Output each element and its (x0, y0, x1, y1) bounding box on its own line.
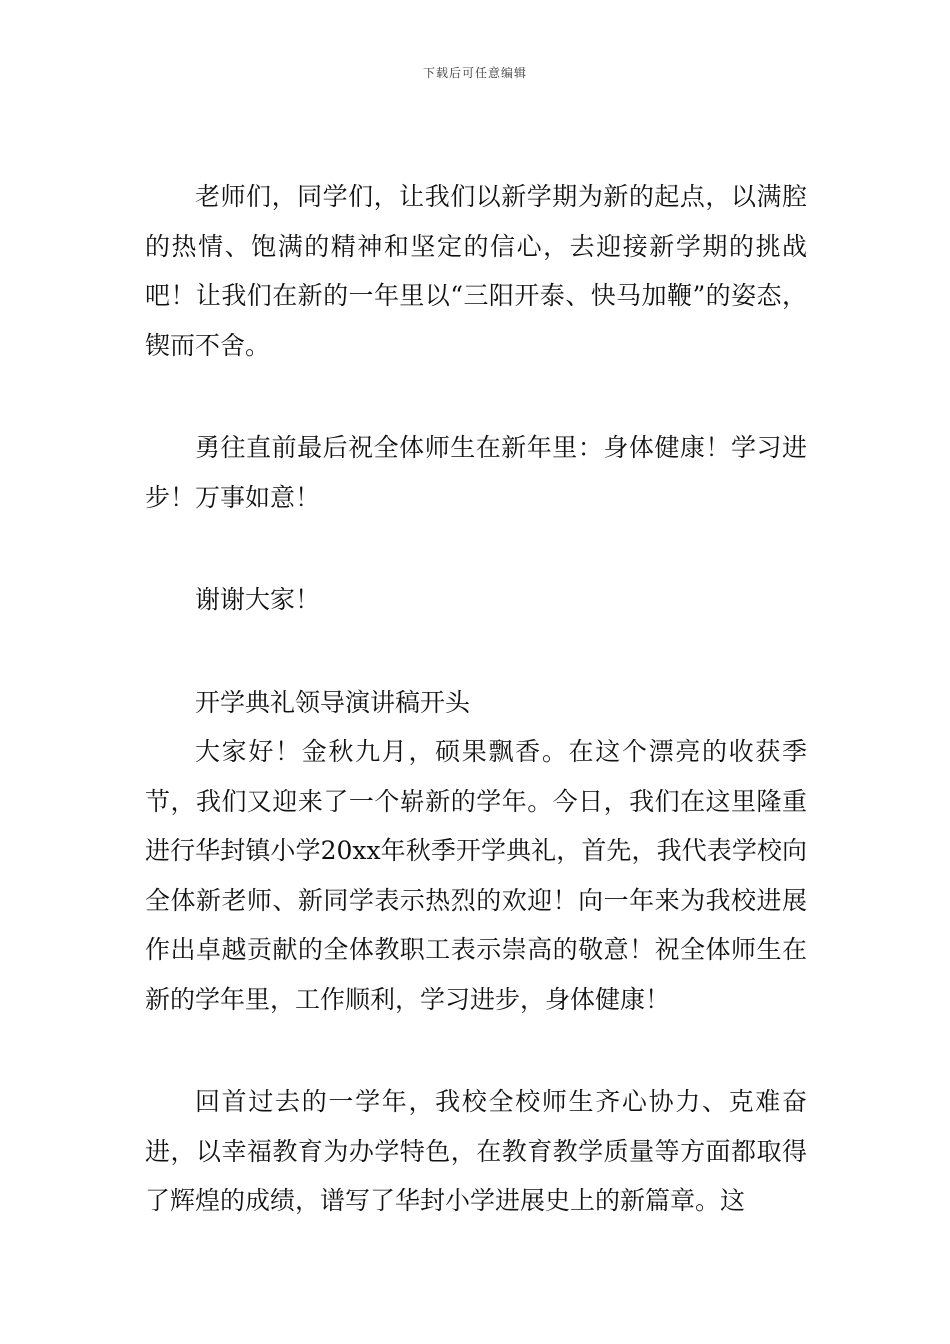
paragraph-wishes: 勇往直前最后祝全体师生在新年里：身体健康！学习进步！万事如意！ (145, 433, 807, 512)
paragraph-greeting: 大家好！金秋九月，硕果飘香。在这个漂亮的收获季节，我们又迎来了一个崭新的学年。今日，我们在这里隆重进行华封镇小学20xx年秋季开学典礼，首先，我代表学校向全体新老师、新同学表示热烈的欢迎！向一年来为我校进展作出卓越贡献的全体教职工表示崇高的敬意！祝全体师生在新的学年里，工作顺利，学习进步，身体健康！ (145, 737, 807, 1014)
paragraph-thanks: 谢谢大家！ (195, 585, 321, 614)
page-header: 下载后可任意编辑 (422, 66, 527, 80)
section-heading: 开学典礼领导演讲稿开头 (195, 687, 471, 717)
paragraph-review: 回首过去的一学年，我校全校师生齐心协力、克难奋进，以幸福教育为办学特色，在教育教学质量等方面都取得了辉煌的成绩，谱写了华封小学进展史上的新篇章。这 (145, 1087, 807, 1215)
document-body (145, 172, 807, 1226)
paragraph-closing-call: 老师们，同学们，让我们以新学期为新的起点，以满腔的热情、饱满的精神和坚定的信心，去迎接新学期的挑战吧！让我们在新的一年里以“三阳开泰、快马加鞭”的姿态，锲而不舍。 (145, 182, 807, 360)
